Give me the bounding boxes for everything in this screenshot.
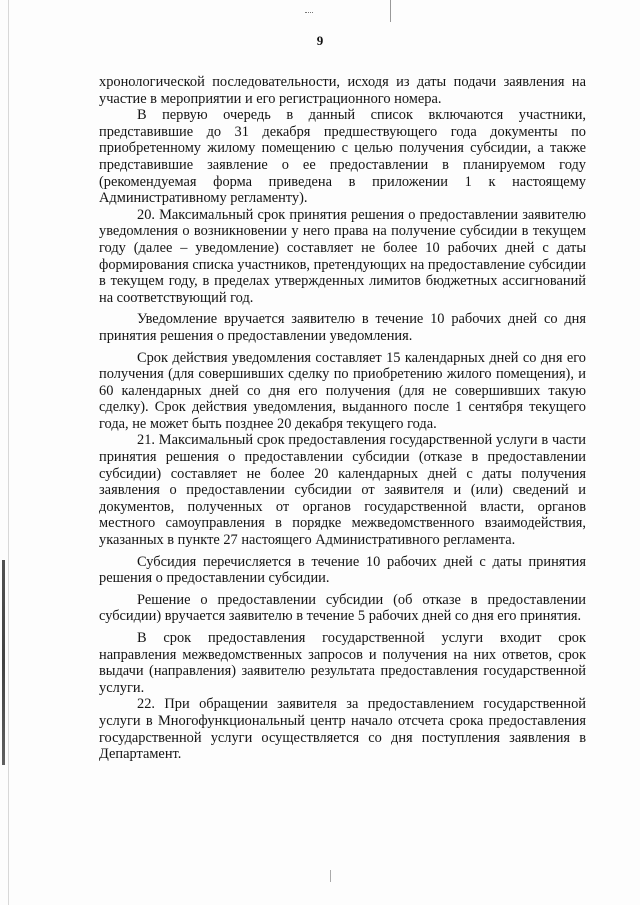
paragraph-item-20: 20. Максимальный срок принятия решения о предоставлении заявителю уведомления о возникновении у него права на получение субсидии в текущем году (далее – уведомление) составляет не более 10 рабочих дней с даты формирования списка участников, претендующих на предоставление субсидии в текущем году, в пределах утвержденных лимитов бюджетных ассигнований на соответствующий год. [99,206,586,306]
scan-binding-mark [2,560,5,765]
paragraph: В первую очередь в данный список включаются участники, представившие до 31 декабря предшествующего года документы по приобретенному жилому помещению с целью получения субсидии, а также представившие заявление о ее предоставлении в планируемом году (рекомендуемая форма приведена в приложении 1 к настоящему Административному регламенту). [99,107,586,207]
scan-bottom-mark [330,870,331,882]
paragraph: Уведомление вручается заявителю в течение 10 рабочих дней со дня принятия решения о предоставлении уведомления. [99,311,586,344]
paragraph-item-22: 22. При обращении заявителя за предоставлением государственной услуги в Многофункциональный центр начало отсчета срока предоставления государственной услуги осуществляется со дня поступления заявления в Департамент. [99,696,586,763]
paragraph: Срок действия уведомления составляет 15 календарных дней со дня его получения (для совершивших сделку по приобретению жилого помещения), и 60 календарных дней со дня его получения (для не совершивших такую сделку). Срок действия уведомления, выданного после 1 сентября текущего года, не может быть позднее 20 декабря текущего года. [99,349,586,432]
paragraph: Субсидия перечисляется в течение 10 рабочих дней с даты принятия решения о предоставлении субсидии. [99,553,586,587]
paragraph: Решение о предоставлении субсидии (об отказе в предоставлении субсидии) вручается заявителю в течение 5 рабочих дней со дня его принятия. [99,591,586,625]
page-number: 9 [316,33,324,48]
paragraph-item-21: 21. Максимальный срок предоставления государственной услуги в части принятия решения о предоставлении субсидии (отказе в предоставлении субсидии) составляет не более 20 календарных дней с даты получения заявления о предоставлении субсидии от заявителя и (или) сведений и документов, полученных от органов государственной власти, органов местного самоуправления в порядке межведомственного взаимодействия, указанных в пункте 27 настоящего Административного регламента. [99,432,586,549]
scan-top-line [390,0,391,22]
scan-edge-line [8,0,9,905]
paragraph: В срок предоставления государственной услуги входит срок направления межведомственных запросов и получения на них ответов, срок выдачи (направления) заявителю результата предоставления государственной услуги. [99,630,586,696]
paragraph-continuation: хронологической последовательности, исходя из даты подачи заявления на участие в мероприятии и его регистрационного номера. [99,74,586,107]
scan-top-mark [305,12,313,19]
document-body [99,74,586,763]
